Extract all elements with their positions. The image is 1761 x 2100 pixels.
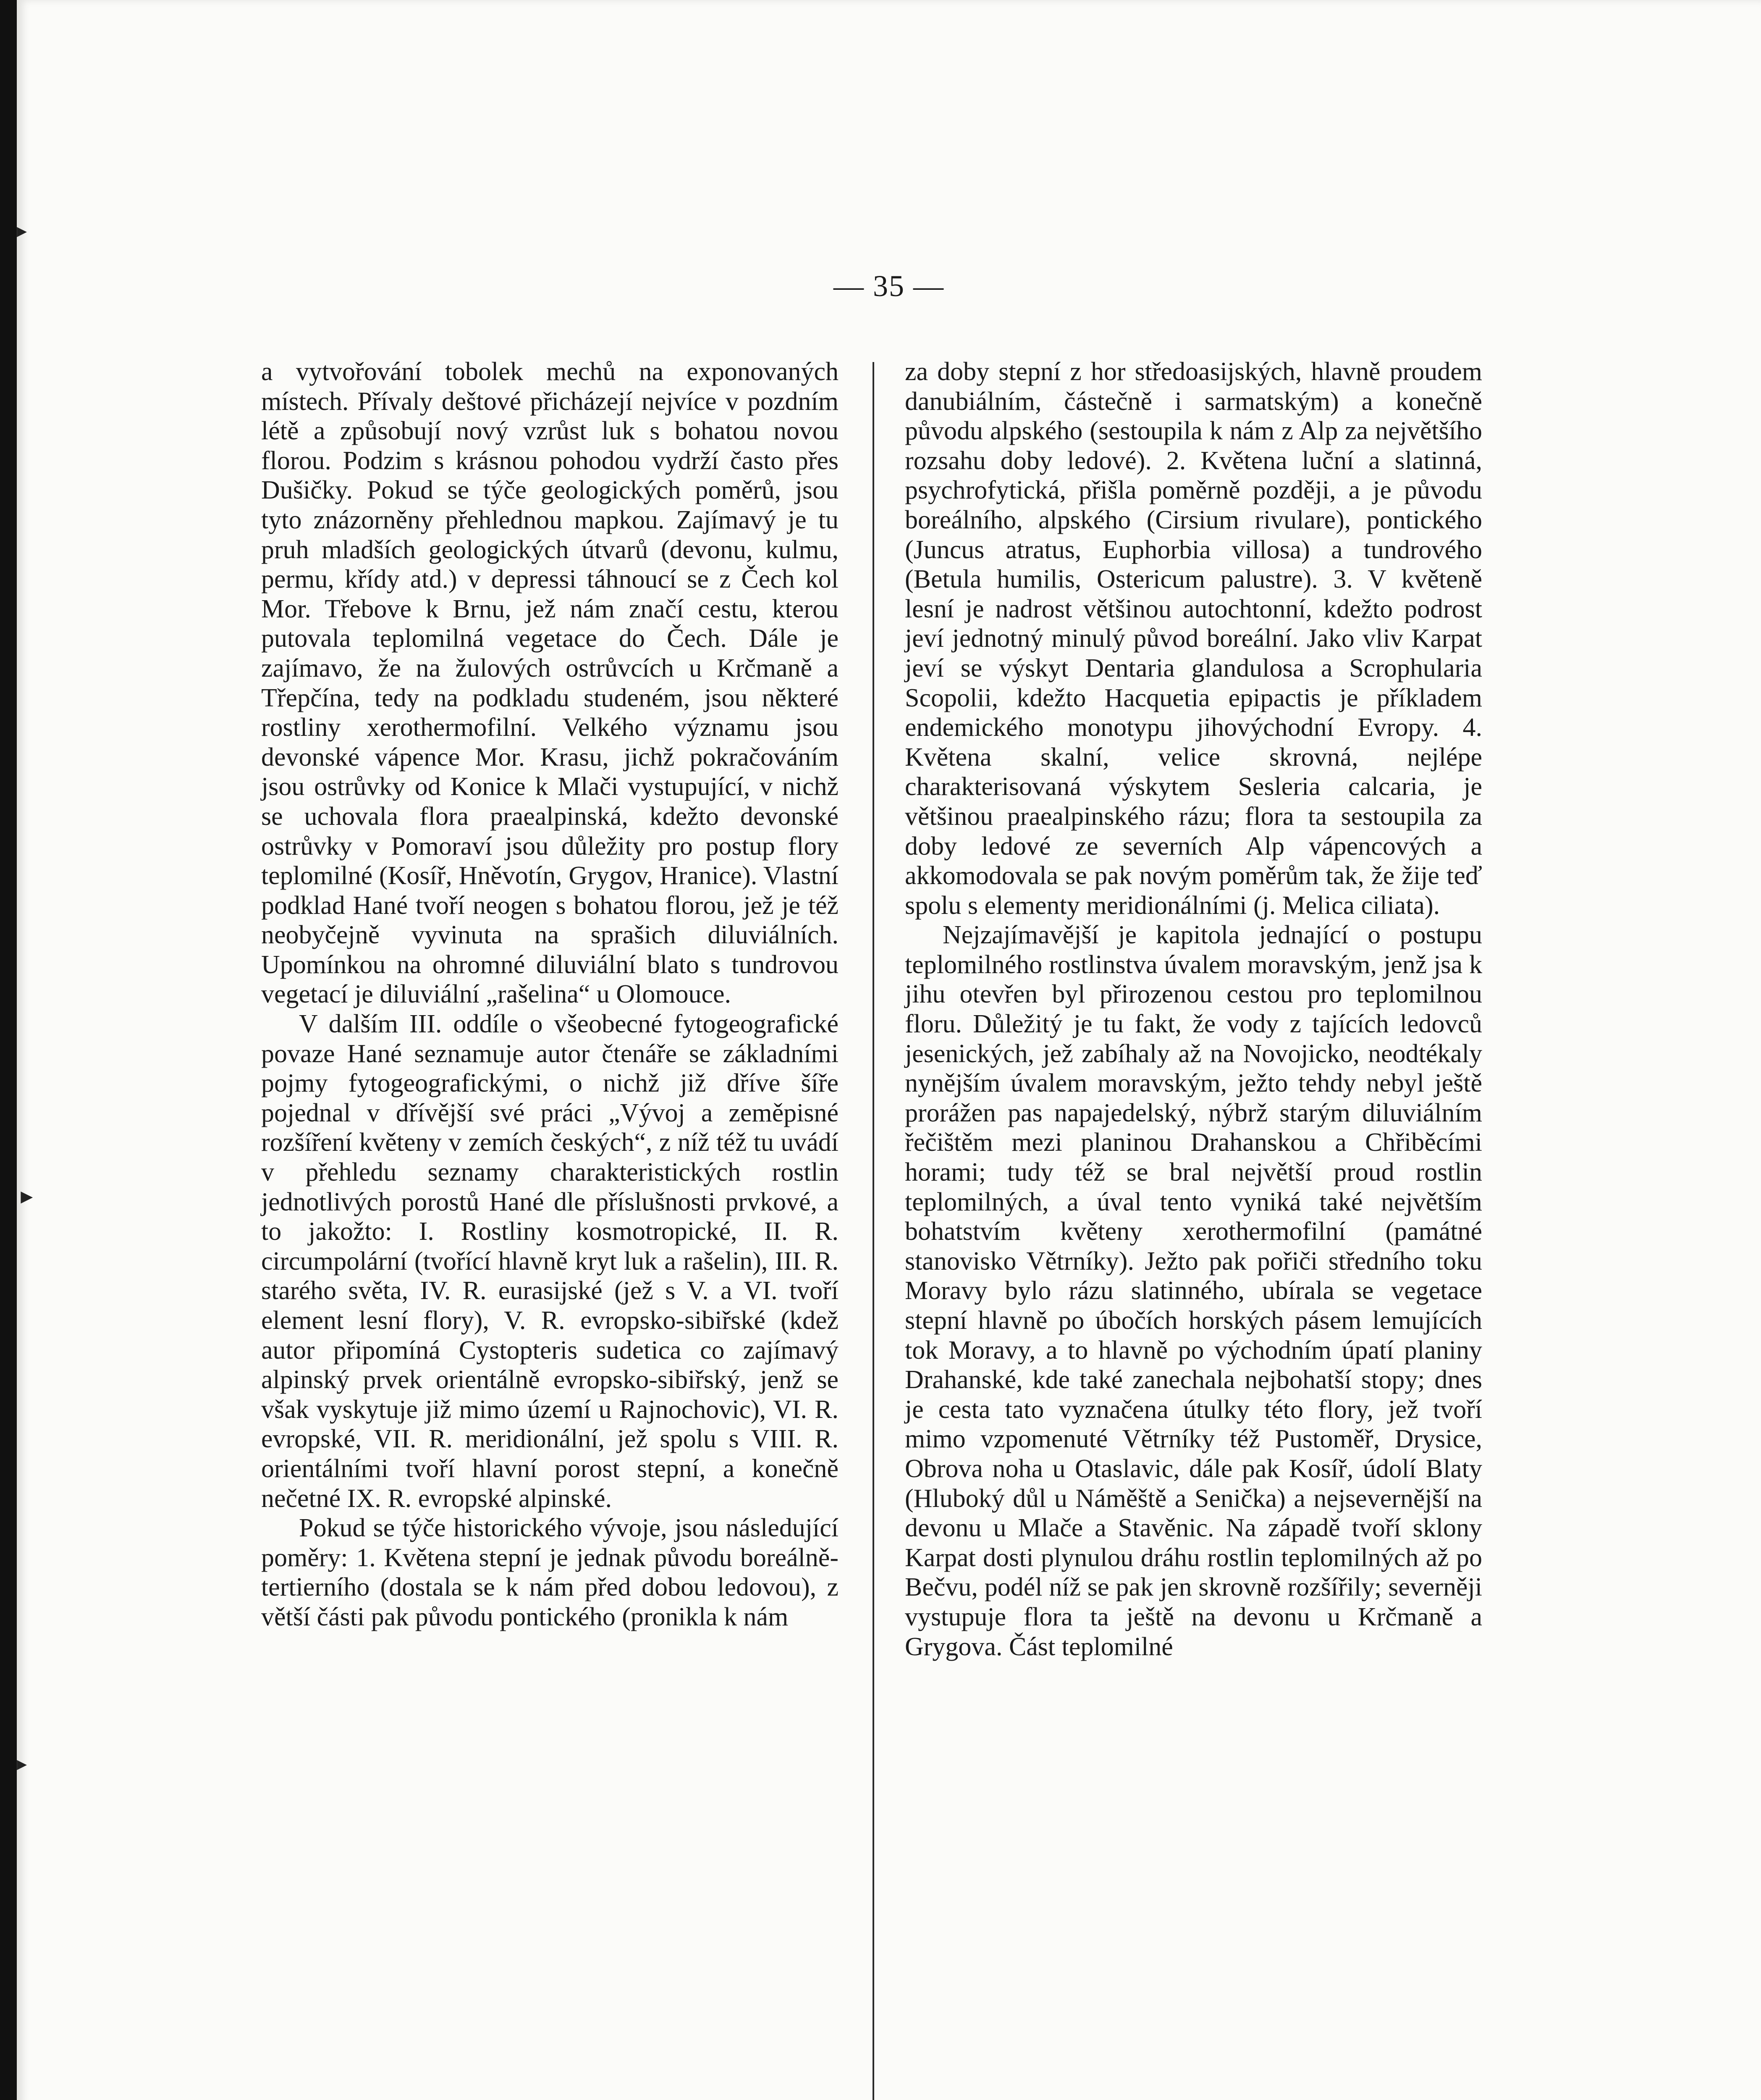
paragraph: Nejzajímavější je kapitola jednající o postupu teplomilného rostlinstva úvalem moravským, jenž jsa k jihu otevřen byl přirozenou cestou pro teplomilnou floru. Důležitý je tu fakt, že vody z tajících ledovců jesenických, jež zabíhaly až na Novojicko, neodtékaly nynějším úvalem moravským, ježto tehdy nebyl ještě prorážen pas napajedelský, nýbrž starým diluviálním řečištěm mezi planinou Drahanskou a Chřiběcími horami; tudy též se bral největší proud rostlin teplomilných, a úval tento vyniká také největším bohatstvím květeny xerothermofilní (památné stanovisko Větrníky). Ježto pak pořiči středního toku Moravy bylo rázu slatinného, ubírala se vegetace stepní hlavně po úbočích horských pásem lemujících tok Moravy, a to hlavně po východním úpatí planiny Drahanské, kde také zanechala nejbohatší stopy; dnes je cesta tato vyznačena útulky této flory, jež tvoří mimo vzpomenuté Větrníky též Pustoměř, Drysice, Obrova noha u Otaslavic, dále pak Kosíř, údolí Blaty (Hluboký důl u Náměště a Senička) a nejsevernější na devonu u Mlače a Stavěnic. Na západě tvoří sklony Karpat dosti plynulou dráhu rostlin teplomilných až po Bečvu, podél níž se pak jen skrovně rozšířily; severněji vystupuje flora ta ještě na devonu u Krčmaně a Grygova. Část teplomilné — [905, 921, 1482, 1661]
paragraph: za doby stepní z hor středoasijských, hlavně proudem danubiálním, částečně i sarmatským) a konečně původu alpského (sestoupila k nám z Alp za největšího rozsahu doby ledové). 2. Květena luční a slatinná, psychrofytická, přišla poměrně později, a je původu boreálního, alpského (Cirsium rivulare), pontického (Juncus atratus, Euphorbia villosa) a tundrového (Betula humilis, Ostericum palustre). 3. V květeně lesní je nadrost většinou autochtonní, kdežto podrost jeví jednotný minulý původ boreální. Jako vliv Karpat jeví se výskyt Dentaria glandulosa a Scrophularia Scopolii, kdežto Hacquetia epipactis je příkladem endemického monotypu jihovýchodní Evropy. 4. Květena skalní, velice skrovná, nejlépe charakterisovaná výskytem Sesleria calcaria, je většinou praealpinského rázu; flora ta sestoupila za doby ledové ze severních Alp vápencových a akkomodovala se pak novým poměrům tak, že žije teď spolu s elementy meridionálními (j. Melica ciliata). — [905, 357, 1482, 920]
left-column — [261, 357, 839, 1632]
right-column — [905, 357, 1482, 1662]
binding-mark: ▸ — [17, 220, 27, 242]
page-number: — 35 — — [833, 269, 944, 303]
binding-mark: ► — [17, 1186, 37, 1208]
paragraph: V dalším III. oddíle o všeobecné fytogeografické povaze Hané seznamuje autor čtenáře se základními pojmy fytogeografickými, o nichž již dříve šíře pojednal v dřívější své práci „Vývoj a zeměpisné rozšíření květeny v zemích českých“, z níž též tu uvádí v přehledu seznamy charakteristických rostlin jednotlivých porostů Hané dle příslušnosti prvkové, a to jakožto: I. Rostliny kosmotropické, II. R. circumpolární (tvořící hlavně kryt luk a rašelin), III. R. starého světa, IV. R. eurasijské (jež s V. a VI. tvoří element lesní flory), V. R. evropsko-sibiřské (kdež autor připomíná Cystopteris sudetica co zajímavý alpinský prvek orientálně evropsko-sibiřský, jenž se však vyskytuje již mimo území u Rajnochovic), VI. R. evropské, VII. R. meridionální, jež spolu s VIII. R. orientálními tvoří hlavní porost stepní, a konečně nečetné IX. R. evropské alpinské. — [261, 1010, 839, 1513]
column-divider — [873, 362, 874, 2100]
paragraph: a vytvořování tobolek mechů na exponovaných místech. Přívaly deštové přicházejí nejvíce v pozdním létě a způsobují nový vzrůst luk s bohatou novou florou. Podzim s krásnou pohodou vydrží často přes Dušičky. Pokud se týče geologických poměrů, jsou tyto znázorněny přehlednou mapkou. Zajímavý je tu pruh mladších geologických útvarů (devonu, kulmu, permu, křídy atd.) v depressi táhnoucí se z Čech kol Mor. Třebove k Brnu, jež nám značí cestu, kterou putovala teplomilná vegetace do Čech. Dále je zajímavo, že na žulových ostrůvcích u Krčmaně a Třepčína, tedy na podkladu studeném, jsou některé rostliny xerothermofilní. Velkého významu jsou devonské vápence Mor. Krasu, jichž pokračováním jsou ostrůvky od Konice k Mlači vystupující, v nichž se uchovala flora praealpinská, kdežto devonské ostrůvky v Pomoraví jsou důležity pro postup flory teplomilné (Kosíř, Hněvotín, Grygov, Hranice). Vlastní podklad Hané tvoří neogen s bohatou florou, jež je též neobyčejně vyvinuta na sprašich diluviálních. Upomínkou na ohromné diluviální blato s tundrovou vegetací je diluviální „rašelina“ u Olomouce. — [261, 357, 839, 1009]
paragraph: Pokud se týče historického vývoje, jsou následující poměry: 1. Květena stepní je jednak původu boreálně-tertierního (dostala se k nám před dobou ledovou), z větší části pak původu pontického (pronikla k nám — [261, 1514, 839, 1631]
binding-mark: ▸ — [17, 1753, 27, 1775]
book-page — [17, 0, 1761, 2100]
